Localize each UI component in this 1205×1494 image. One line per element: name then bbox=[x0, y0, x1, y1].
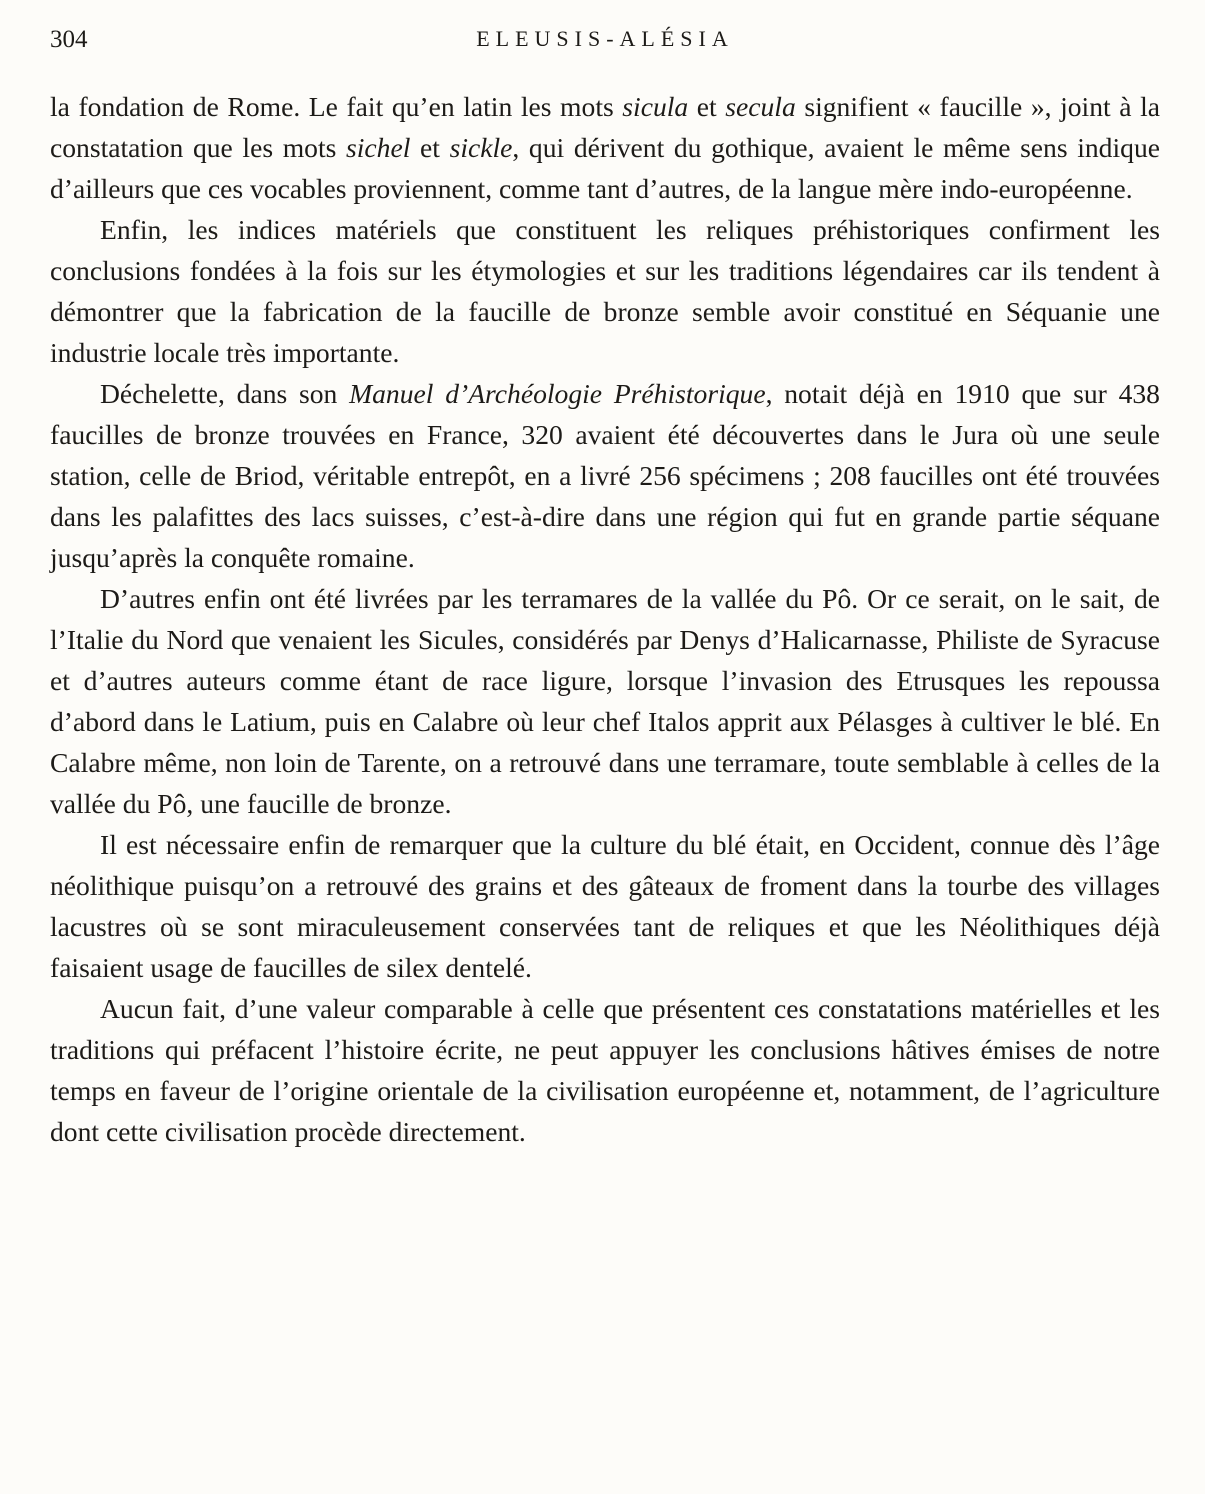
text-run: Enfin, les indices matériels que constituent les reliques préhistoriques confirment les conclusions fondées à la fois sur les étymologies et sur les traditions légendaires car ils tendent à démontrer que la fabrication de la faucille de bronze semble avoir constitué en Séquanie une industrie locale très importante. bbox=[50, 214, 1160, 368]
text-run: Déchelette, dans son bbox=[100, 378, 350, 409]
text-run: et bbox=[410, 132, 450, 163]
paragraph bbox=[50, 373, 1160, 578]
italic-text: secula bbox=[725, 91, 796, 122]
text-run: D’autres enfin ont été livrées par les terramares de la vallée du Pô. Or ce serait, on le sait, de l’Italie du Nord que venaient les Sicules, considérés par Denys d’Halicarnasse, Philiste de Syracuse et d’autres auteurs comme étant de race ligure, lorsque l’invasion des Etrusques les repoussa d’abord dans le Latium, puis en Calabre où leur chef Italos apprit aux Pélasges à cultiver le blé. En Calabre même, non loin de Tarente, on a retrouvé dans une terramare, toute semblable à celles de la vallée du Pô, une faucille de bronze. bbox=[50, 583, 1160, 819]
italic-text: Manuel d’Archéologie Préhistorique bbox=[349, 378, 766, 409]
paragraph bbox=[50, 824, 1160, 988]
paragraph bbox=[50, 209, 1160, 373]
text-run: la fondation de Rome. Le fait qu’en latin les mots bbox=[50, 91, 623, 122]
text-run: signifient « faucille », joint à la constatation que les mots bbox=[50, 91, 1160, 163]
page-header bbox=[50, 26, 1160, 66]
body-text bbox=[50, 86, 1160, 1152]
text-run: Il est nécessaire enfin de remarquer que la culture du blé était, en Occident, connue dès l’âge néolithique puisqu’on a retrouvé des grains et des gâteaux de froment dans la tourbe des villages lacustres où se sont miraculeusement conservées tant de reliques et que les Néolithiques déjà faisaient usage de faucilles de silex dentelé. bbox=[50, 829, 1160, 983]
running-title: ELEUSIS-ALÉSIA bbox=[476, 26, 734, 51]
text-run: Aucun fait, d’une valeur comparable à celle que présentent ces constatations matérielles et les traditions qui préfacent l’histoire écrite, ne peut appuyer les conclusions hâtives émises de notre temps en faveur de l’origine orientale de la civilisation européenne et, notamment, de l’agriculture dont cette civilisation procède directement. bbox=[50, 993, 1160, 1147]
text-run: et bbox=[688, 91, 726, 122]
italic-text: sicula bbox=[622, 91, 689, 122]
italic-text: sichel bbox=[346, 132, 411, 163]
italic-text: sickle bbox=[449, 132, 513, 163]
paragraph bbox=[50, 988, 1160, 1152]
text-run: , notait déjà en 1910 que sur 438 faucilles de bronze trouvées en France, 320 avaient été découvertes dans le Jura où une seule station, celle de Briod, véritable entrepôt, en a livré 256 spécimens ; 208 faucilles ont été trouvées dans les palafittes des lacs suisses, c’est-à-dire dans une région qui fut en grande partie séquane jusqu’après la conquête romaine. bbox=[50, 378, 1160, 573]
paragraph bbox=[50, 86, 1160, 209]
page-number: 304 bbox=[50, 26, 88, 53]
paragraph bbox=[50, 578, 1160, 824]
text-run: , qui dérivent du gothique, avaient le même sens indique d’ailleurs que ces vocables proviennent, comme tant d’autres, de la langue mère indo-européenne. bbox=[50, 132, 1160, 204]
